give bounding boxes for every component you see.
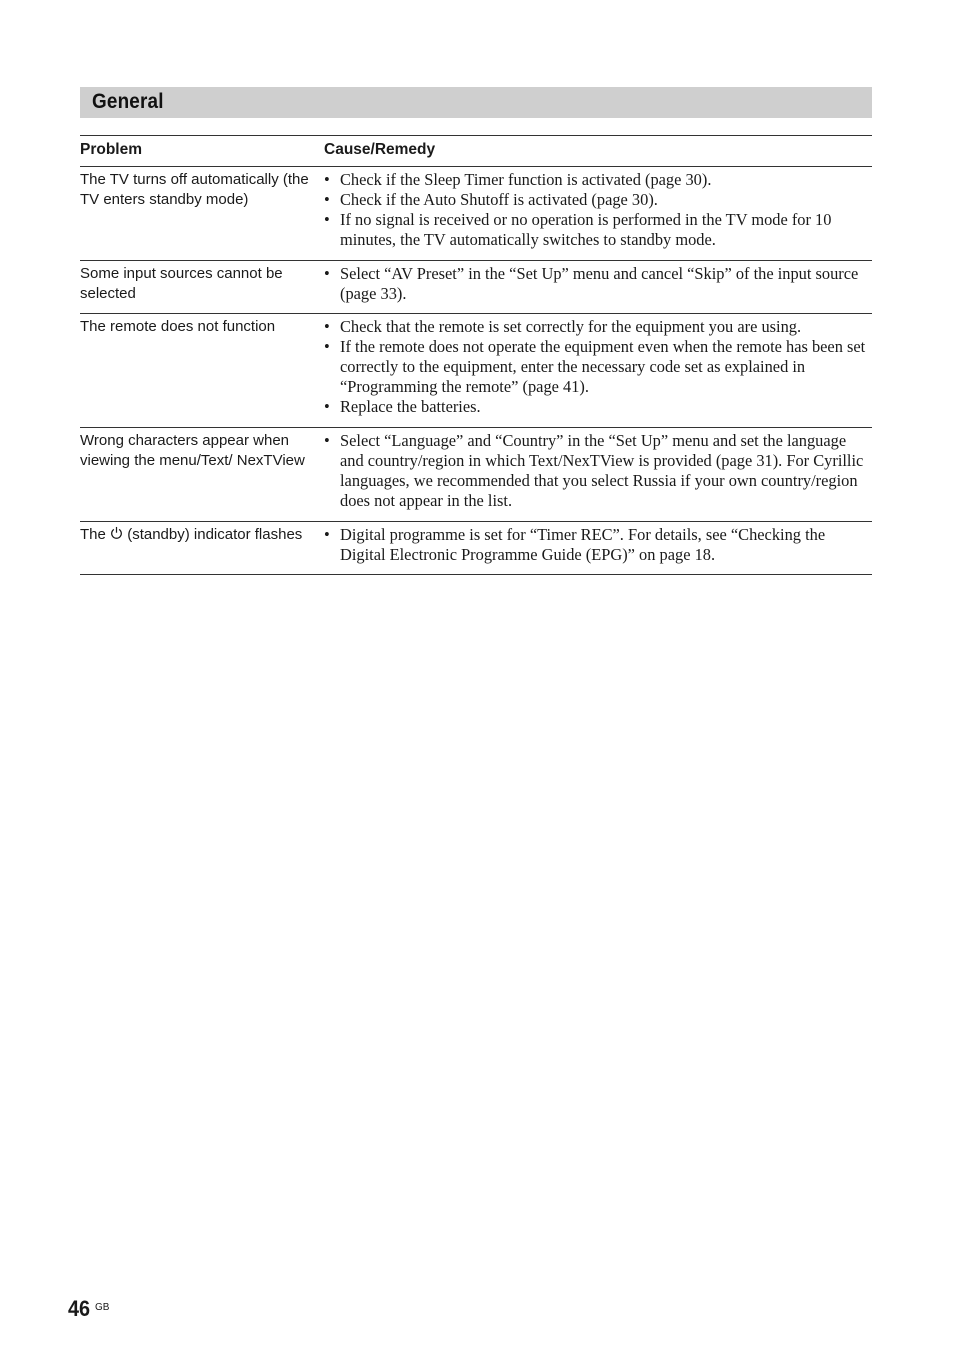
bullet-icon: • (324, 397, 330, 416)
problem-cell: The (standby) indicator flashes (80, 522, 324, 575)
bullet-icon: • (324, 525, 330, 544)
table-row (80, 522, 872, 575)
column-header-problem: Problem (80, 136, 324, 167)
bullet-icon: • (324, 317, 330, 336)
problem-cell: Wrong characters appear when viewing the menu/Text/ NexTView (80, 428, 324, 522)
remedy-cell (324, 167, 872, 261)
remedy-list (324, 314, 872, 417)
remedy-list (324, 167, 872, 250)
remedy-item: • Check that the remote is set correctly for the equipment you are using. (324, 317, 802, 336)
problem-cell: The TV turns off automatically (the TV enters standby mode) (80, 167, 324, 261)
section-title: General (92, 90, 164, 113)
table-row (80, 428, 872, 522)
problem-cell: The remote does not function (80, 314, 324, 428)
table-row (80, 261, 872, 314)
column-header-remedy: Cause/Remedy (324, 136, 872, 167)
page-footer (68, 1296, 109, 1322)
remedy-item: • Select “Language” and “Country” in the “Set Up” menu and set the language and country/region in which Text/NexTView is provided (page 31). For Cyrillic languages, we recommended that you select Russia if your own country/region does not appear in the list. (324, 431, 864, 510)
remedy-list (324, 261, 872, 304)
page-region-code: GB (94, 1302, 110, 1313)
remedy-cell (324, 428, 872, 522)
remedy-cell (324, 314, 872, 428)
bullet-icon: • (324, 170, 330, 189)
bullet-icon: • (324, 190, 330, 209)
remedy-list (324, 522, 872, 565)
page-number: 46 (68, 1296, 91, 1321)
table-row (80, 314, 872, 428)
remedy-item: • If no signal is received or no operation is performed in the TV mode for 10 minutes, the TV automatically switches to standby mode. (324, 210, 832, 249)
remedy-item: • Check if the Auto Shutoff is activated (page 30). (324, 190, 658, 209)
remedy-item: • Replace the batteries. (324, 397, 481, 416)
remedy-cell (324, 522, 872, 575)
troubleshooting-table (80, 135, 872, 575)
bullet-icon: • (324, 264, 330, 283)
bullet-icon: • (324, 337, 330, 356)
standby-power-icon (110, 526, 123, 540)
remedy-cell (324, 261, 872, 314)
remedy-item: • If the remote does not operate the equipment even when the remote has been set correctly to the equipment, enter the necessary code set as explained in “Programming the remote” (page 41). (324, 337, 866, 396)
remedy-list (324, 428, 872, 511)
table-row (80, 167, 872, 261)
table-header-row (80, 136, 872, 167)
bullet-icon: • (324, 210, 330, 229)
remedy-item: • Check if the Sleep Timer function is activated (page 30). (324, 170, 712, 189)
problem-cell: Some input sources cannot be selected (80, 261, 324, 314)
remedy-item: • Select “AV Preset” in the “Set Up” menu and cancel “Skip” of the input source (page 33). (324, 264, 859, 303)
bullet-icon: • (324, 431, 330, 450)
section-header (80, 87, 872, 118)
remedy-item: • Digital programme is set for “Timer REC”. For details, see “Checking the Digital Electronic Programme Guide (EPG)” on page 18. (324, 525, 826, 564)
